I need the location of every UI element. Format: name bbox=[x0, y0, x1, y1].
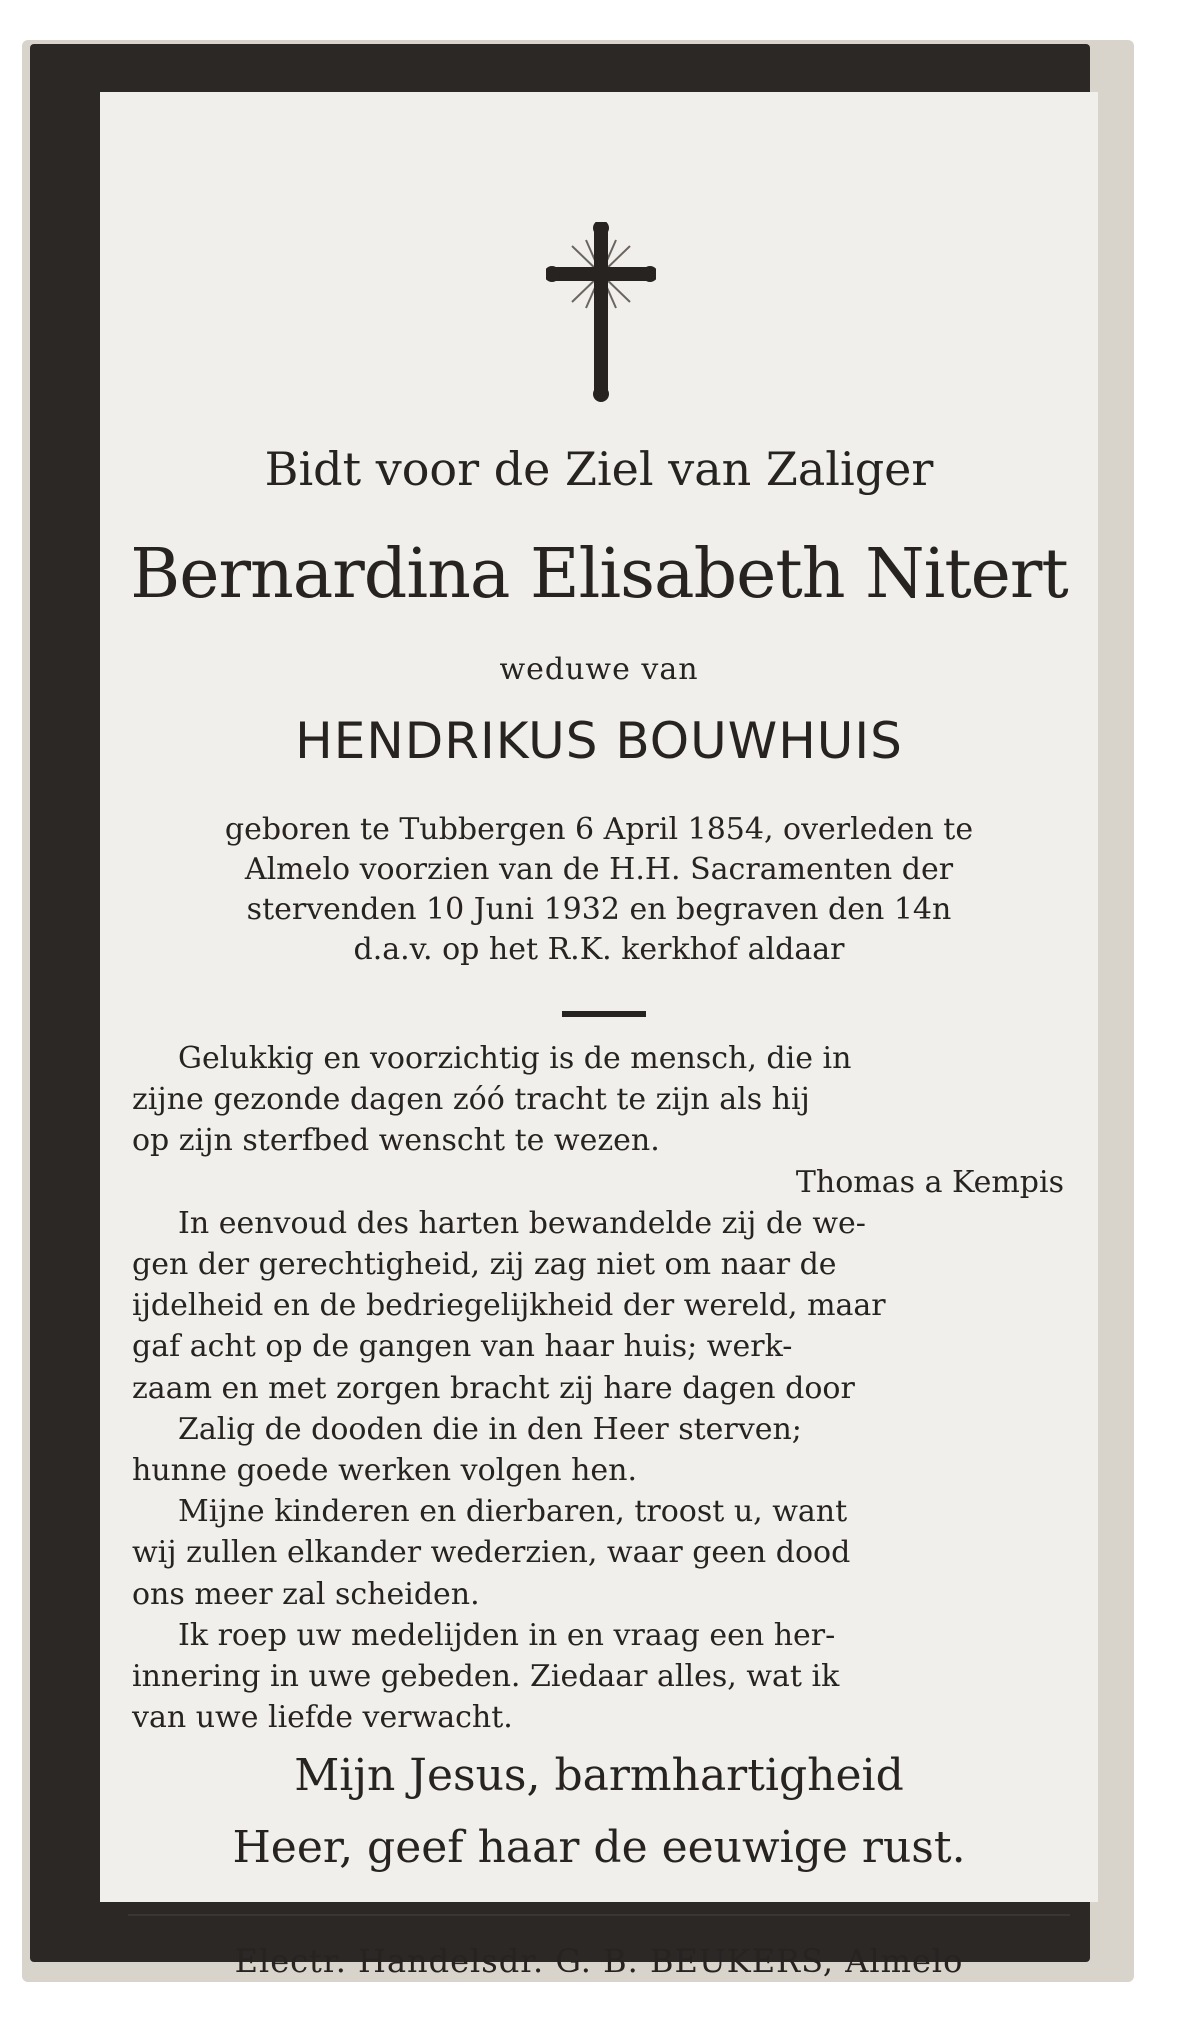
husband-name: HENDRIKUS BOUWHUIS bbox=[295, 712, 903, 770]
widow-of-label: weduwe van bbox=[499, 652, 699, 687]
text-line: ijdelheid en de bedriegelijkheid der wereld, maar bbox=[132, 1288, 886, 1324]
bio-line: geboren te Tubbergen 6 April 1854, overleden te bbox=[224, 812, 974, 847]
devotional-text bbox=[132, 1038, 1072, 1738]
deceased-name: Bernardina Elisabeth Nitert bbox=[130, 535, 1068, 614]
text-line: ons meer zal scheiden. bbox=[132, 1576, 480, 1612]
text-line: gen der gerechtigheid, zij zag niet om naar de bbox=[132, 1247, 837, 1283]
cross-icon bbox=[546, 222, 656, 402]
text-line: wij zullen elkander wederzien, waar geen dood bbox=[132, 1535, 851, 1571]
bio-line: stervenden 10 Juni 1932 en begraven den 14n bbox=[246, 892, 952, 927]
text-line: hunne goede werken volgen hen. bbox=[132, 1453, 638, 1489]
text-line: Mijne kinderen en dierbaren, troost u, want bbox=[178, 1494, 848, 1530]
bio-line: Almelo voorzien van de H.H. Sacramenten der bbox=[244, 852, 954, 887]
card-paper bbox=[100, 92, 1098, 1980]
quote-attribution: Thomas a Kempis bbox=[795, 1164, 1064, 1200]
text-line: Gelukkig en voorzichtig is de mensch, die in bbox=[178, 1041, 852, 1076]
text-line: In eenvoud des harten bewandelde zij de we- bbox=[178, 1205, 866, 1241]
bio-line: d.a.v. op het R.K. kerkhof aldaar bbox=[353, 932, 845, 967]
divider bbox=[562, 1011, 646, 1017]
footer-rule bbox=[128, 1914, 1070, 1916]
text-line: gaf acht op de gangen van haar huis; werk- bbox=[132, 1329, 793, 1365]
memorial-card bbox=[22, 40, 1134, 1982]
text-line: Zalig de dooden die in den Heer sterven; bbox=[178, 1411, 802, 1447]
prayer-heading: Bidt voor de Ziel van Zaliger bbox=[264, 442, 934, 496]
text-line: op zijn sterfbed wenscht te wezen. bbox=[132, 1123, 660, 1159]
closing-prayer-2: Heer, geef haar de eeuwige rust. bbox=[232, 1822, 966, 1873]
text-line: zaam en met zorgen bracht zij hare dagen door bbox=[132, 1370, 855, 1406]
printer-credit: Electr. Handelsdr. G. B. BEUKERS, Almelo bbox=[234, 1942, 964, 1980]
text-line: van uwe liefde verwacht. bbox=[132, 1700, 513, 1736]
text-line: zijne gezonde dagen zóó tracht te zijn als hij bbox=[132, 1082, 810, 1118]
text-line: Ik roep uw medelijden in en vraag een her- bbox=[178, 1617, 836, 1653]
biography bbox=[120, 810, 1078, 970]
closing-prayer-1: Mijn Jesus, barmhartigheid bbox=[294, 1750, 904, 1801]
text-line: innering in uwe gebeden. Ziedaar alles, wat ik bbox=[132, 1659, 840, 1695]
